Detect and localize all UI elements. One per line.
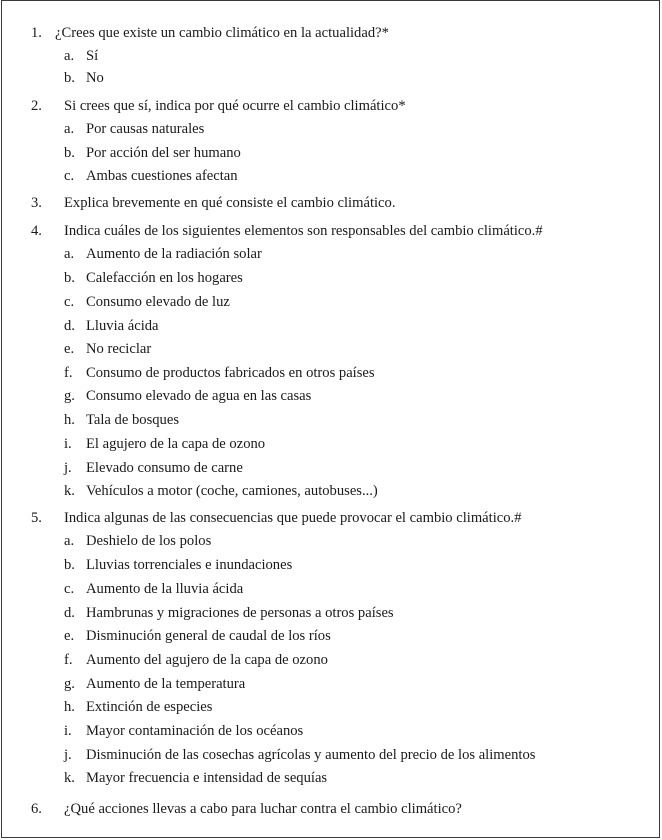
question-number: 3. bbox=[31, 195, 42, 211]
option-letter: f. bbox=[64, 365, 73, 381]
question-text: Explica brevemente en qué consiste el cambio climático. bbox=[64, 195, 396, 211]
option-text: Aumento de la temperatura bbox=[86, 676, 246, 692]
question-text: ¿Crees que existe un cambio climático en la actualidad?* bbox=[55, 25, 389, 41]
question-text: Indica cuáles de los siguientes elementos son responsables del cambio climático.# bbox=[64, 223, 543, 239]
option-letter: h. bbox=[64, 699, 75, 715]
option-letter: j. bbox=[64, 747, 72, 763]
option-text: Lluvia ácida bbox=[86, 318, 159, 334]
option-letter: b. bbox=[64, 145, 75, 161]
option-text: No bbox=[86, 70, 104, 86]
option-letter: d. bbox=[64, 318, 75, 334]
option-letter: g. bbox=[64, 388, 75, 404]
option-text: El agujero de la capa de ozono bbox=[86, 436, 266, 452]
option-text: Calefacción en los hogares bbox=[86, 270, 243, 286]
option-text: Consumo de productos fabricados en otros países bbox=[86, 365, 375, 381]
option-text: Por causas naturales bbox=[86, 121, 205, 137]
question-number: 5. bbox=[31, 510, 42, 526]
option-letter: e. bbox=[64, 341, 75, 357]
question-text: Indica algunas de las consecuencias que puede provocar el cambio climático.# bbox=[64, 510, 522, 526]
option-letter: e. bbox=[64, 628, 75, 644]
option-letter: f. bbox=[64, 652, 73, 668]
option-text: Aumento de la lluvia ácida bbox=[86, 581, 244, 597]
option-letter: b. bbox=[64, 557, 75, 573]
option-letter: j. bbox=[64, 460, 72, 476]
option-text: Ambas cuestiones afectan bbox=[86, 168, 238, 184]
option-text: Elevado consumo de carne bbox=[86, 460, 243, 476]
question-number: 2. bbox=[31, 98, 42, 114]
option-letter: d. bbox=[64, 605, 75, 621]
option-letter: i. bbox=[64, 723, 72, 739]
option-text: Extinción de especies bbox=[86, 699, 213, 715]
option-letter: a. bbox=[64, 533, 75, 549]
questionnaire-frame bbox=[1, 0, 660, 838]
option-letter: c. bbox=[64, 168, 75, 184]
option-text: Deshielo de los polos bbox=[86, 533, 212, 549]
option-letter: k. bbox=[64, 770, 75, 786]
option-text: Disminución de las cosechas agrícolas y aumento del precio de los alimentos bbox=[86, 747, 536, 763]
option-text: Mayor frecuencia e intensidad de sequías bbox=[86, 770, 328, 786]
option-text: No reciclar bbox=[86, 341, 152, 357]
question-number: 4. bbox=[31, 223, 42, 239]
option-text: Hambrunas y migraciones de personas a otros países bbox=[86, 605, 394, 621]
option-text: Aumento de la radiación solar bbox=[86, 246, 262, 262]
option-text: Consumo elevado de luz bbox=[86, 294, 230, 310]
option-text: Sí bbox=[86, 48, 99, 64]
question-text: ¿Qué acciones llevas a cabo para luchar contra el cambio climático? bbox=[64, 801, 462, 817]
option-text: Vehículos a motor (coche, camiones, autobuses...) bbox=[86, 483, 378, 499]
option-text: Aumento del agujero de la capa de ozono bbox=[86, 652, 328, 668]
question-number: 6. bbox=[31, 801, 42, 817]
option-text: Tala de bosques bbox=[86, 412, 179, 428]
option-text: Por acción del ser humano bbox=[86, 145, 241, 161]
option-letter: a. bbox=[64, 121, 75, 137]
option-letter: c. bbox=[64, 581, 75, 597]
option-letter: a. bbox=[64, 246, 75, 262]
option-text: Lluvias torrenciales e inundaciones bbox=[86, 557, 293, 573]
question-text: Si crees que sí, indica por qué ocurre el cambio climático* bbox=[64, 98, 406, 114]
option-letter: h. bbox=[64, 412, 75, 428]
option-text: Disminución general de caudal de los ríos bbox=[86, 628, 331, 644]
option-letter: k. bbox=[64, 483, 75, 499]
option-letter: g. bbox=[64, 676, 75, 692]
option-letter: b. bbox=[64, 70, 75, 86]
option-text: Consumo elevado de agua en las casas bbox=[86, 388, 312, 404]
option-letter: c. bbox=[64, 294, 75, 310]
option-text: Mayor contaminación de los océanos bbox=[86, 723, 304, 739]
question-number: 1. bbox=[31, 25, 42, 41]
option-letter: i. bbox=[64, 436, 72, 452]
option-letter: a. bbox=[64, 48, 75, 64]
option-letter: b. bbox=[64, 270, 75, 286]
